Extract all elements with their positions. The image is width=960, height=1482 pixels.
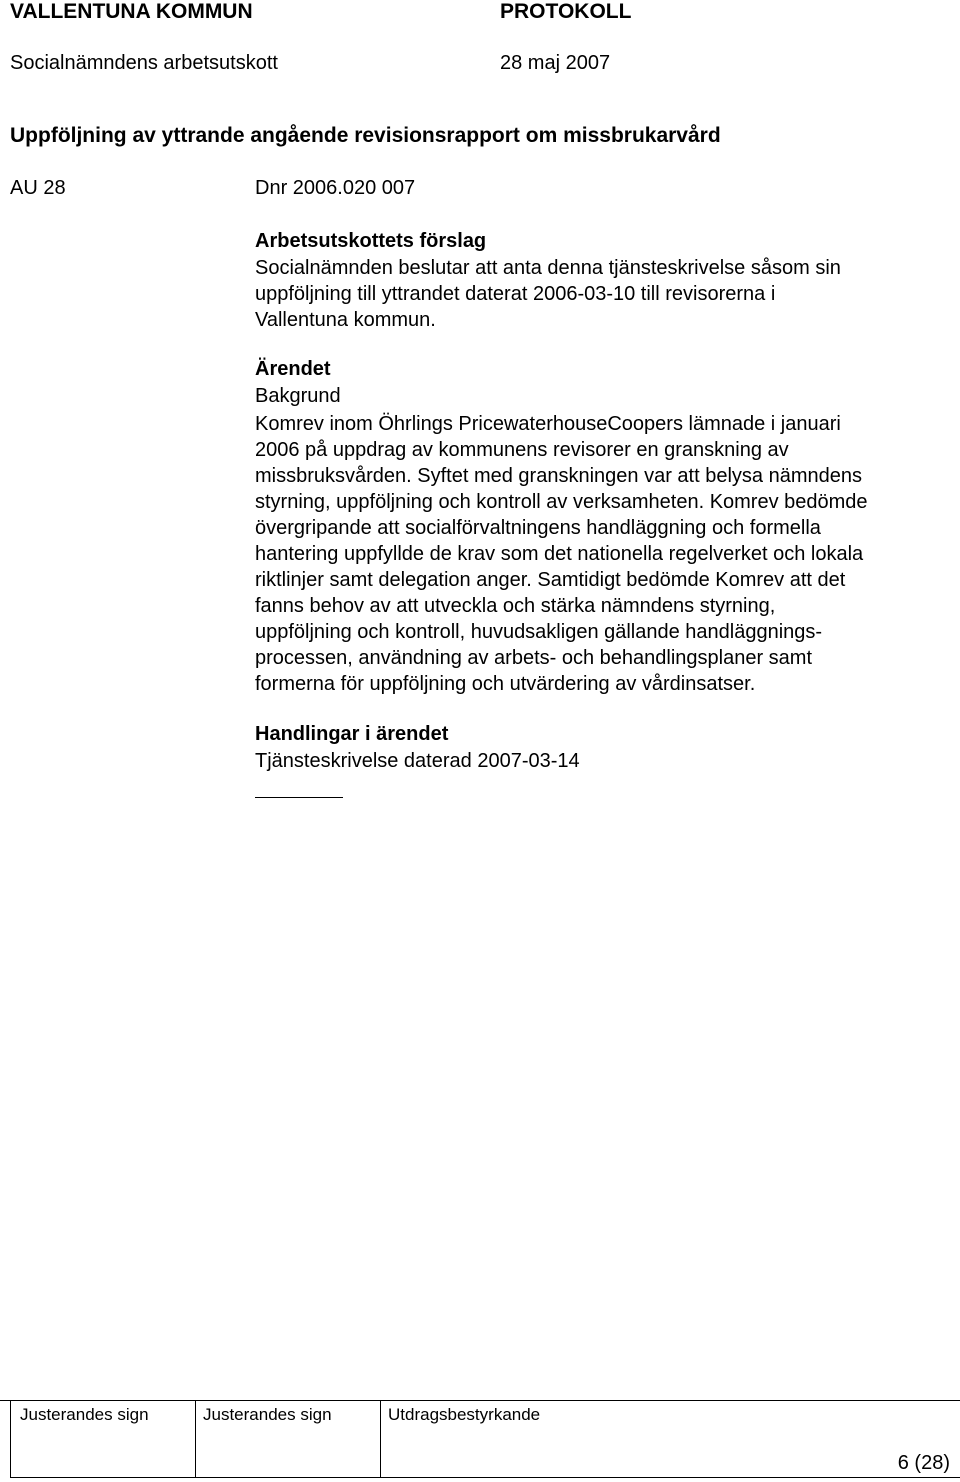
matter-text — [255, 411, 868, 697]
document-type: PROTOKOLL — [500, 0, 632, 23]
meeting-date: 28 maj 2007 — [500, 52, 611, 74]
text-line: processen, användning av arbets- och behandlingsplaner samt — [255, 647, 813, 669]
section-divider — [255, 797, 343, 798]
text-line: fanns behov av att utveckla och stärka nämndens styrning, — [255, 595, 776, 617]
case-item-number: AU 28 — [10, 177, 66, 199]
case-dnr: Dnr 2006.020 007 — [255, 177, 416, 199]
documents-item: Tjänsteskrivelse daterad 2007-03-14 — [255, 750, 580, 772]
text-line: missbruksvården. Syftet med granskningen var att belysa nämndens — [255, 465, 862, 487]
committee-name: Socialnämndens arbetsutskott — [10, 52, 278, 74]
extract-certification-box — [380, 1400, 381, 1478]
proposal-heading: Arbetsutskottets förslag — [255, 230, 487, 252]
documents-heading: Handlingar i ärendet — [255, 723, 449, 745]
extract-certification-label: Utdragsbestyrkande — [388, 1405, 541, 1424]
text-line: Komrev inom Öhrlings PricewaterhouseCoopers lämnade i januari — [255, 413, 841, 435]
text-line: övergripande att socialförvaltningens handläggning och formella — [255, 517, 821, 539]
text-line: formerna för uppföljning och utvärdering av vårdinsatser. — [255, 673, 756, 695]
signature-label-1: Justerandes sign — [20, 1405, 149, 1424]
document-title: Uppföljning av yttrande angående revisionsrapport om missbrukarvård — [10, 124, 721, 147]
page-number: 6 (28) — [897, 1452, 950, 1474]
signature-box-2 — [195, 1400, 196, 1478]
proposal-text — [255, 255, 841, 333]
text-line: Vallentuna kommun. — [255, 309, 436, 331]
text-line: uppföljning och kontroll, huvudsakligen gällande handläggnings- — [255, 621, 823, 643]
signature-row-top-border — [0, 1400, 960, 1401]
signature-label-2: Justerandes sign — [203, 1405, 332, 1424]
text-line: riktlinjer samt delegation anger. Samtidigt bedömde Komrev att det — [255, 569, 846, 591]
signature-row-bottom-border — [10, 1477, 960, 1478]
text-line: 2006 på uppdrag av kommunens revisorer en granskning av — [255, 439, 789, 461]
text-line: hantering uppfyllde de krav som det nationella regelverket och lokala — [255, 543, 864, 565]
matter-heading: Ärendet — [255, 358, 331, 380]
municipality-name: VALLENTUNA KOMMUN — [10, 0, 253, 23]
text-line: uppföljning till yttrandet daterat 2006-03-10 till revisorerna i — [255, 283, 776, 305]
text-line: Socialnämnden beslutar att anta denna tjänsteskrivelse såsom sin — [255, 257, 841, 279]
background-subheading: Bakgrund — [255, 385, 341, 407]
signature-box-1 — [10, 1400, 11, 1478]
text-line: styrning, uppföljning och kontroll av verksamheten. Komrev bedömde — [255, 491, 868, 513]
